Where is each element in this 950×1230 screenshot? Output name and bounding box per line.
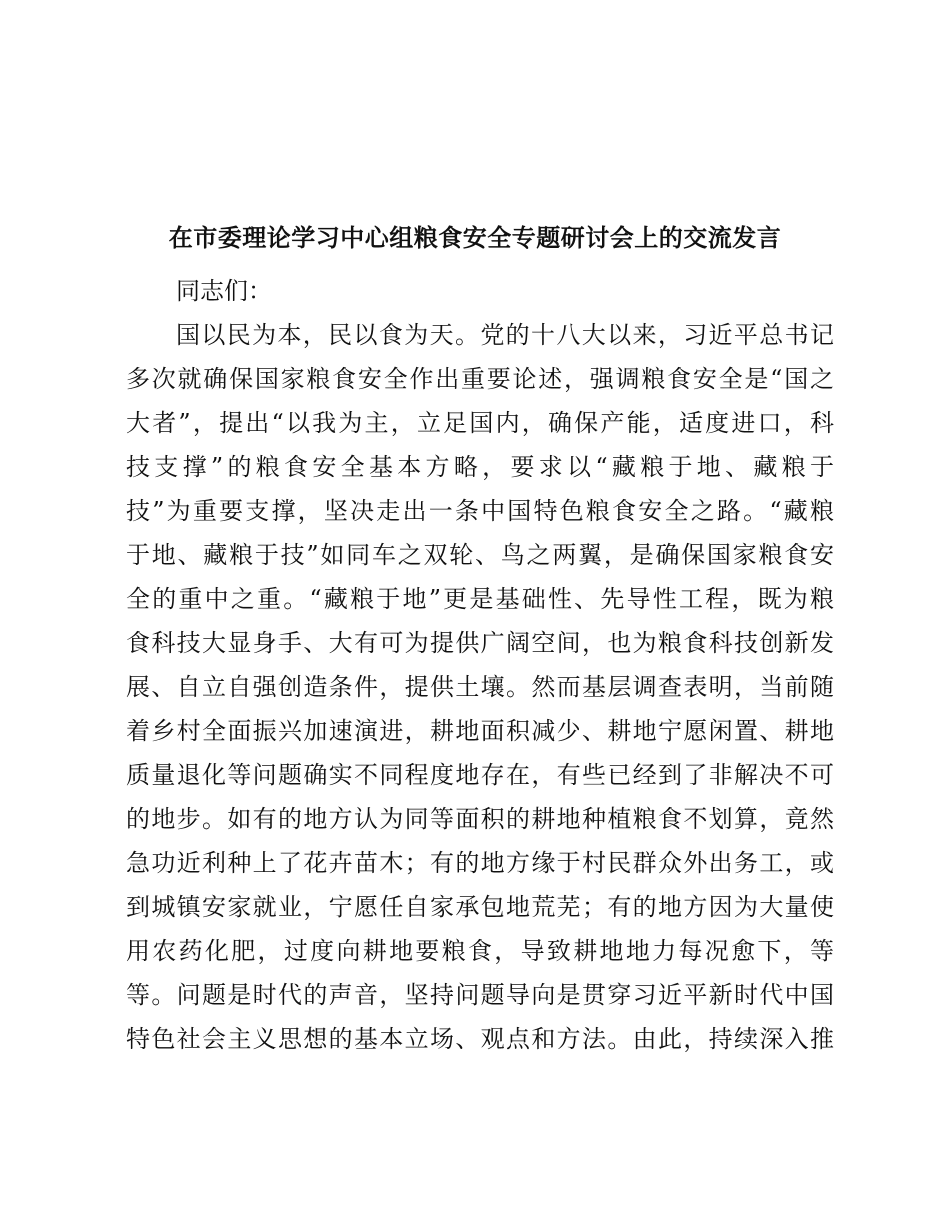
paragraph-line: 全的重中之重。“藏粮于地”更是基础性、先导性工程，既为粮 (126, 585, 834, 613)
paragraph-line: 用农药化肥，过度向耕地要粮食，导致耕地地力每况愈下，等 (126, 937, 834, 965)
paragraph-line: 到城镇安家就业，宁愿任自家承包地荒芜；有的地方因为大量使 (126, 893, 834, 921)
paragraph-line: 技支撑”的粮食安全基本方略，要求以“藏粮于地、藏粮于 (126, 453, 834, 481)
paragraph-line: 急功近利种上了花卉苗木；有的地方缘于村民群众外出务工，或 (126, 849, 834, 877)
paragraph-line: 于地、藏粮于技”如同车之双轮、鸟之两翼，是确保国家粮食安 (126, 541, 834, 569)
paragraph-line: 质量退化等问题确实不同程度地存在，有些已经到了非解决不可 (126, 761, 834, 789)
paragraph-line: 等。问题是时代的声音，坚持问题导向是贯穿习近平新时代中国 (126, 981, 834, 1009)
paragraph-line: 大者”，提出“以我为主，立足国内，确保产能，适度进口，科 (126, 409, 834, 437)
paragraph-line: 食科技大显身手、大有可为提供广阔空间，也为粮食科技创新发 (126, 629, 834, 657)
paragraph-line: 国以民为本，民以食为天。党的十八大以来，习近平总书记 (176, 321, 834, 349)
document-body (126, 269, 834, 1061)
paragraph-line: 的地步。如有的地方认为同等面积的耕地种植粮食不划算，竟然 (126, 805, 834, 833)
salutation: 同志们： (176, 277, 272, 305)
paragraph-line: 展、自立自强创造条件，提供土壤。然而基层调查表明，当前随 (126, 673, 834, 701)
document-title: 在市委理论学习中心组粮食安全专题研讨会上的交流发言 (168, 223, 782, 252)
paragraph-line: 着乡村全面振兴加速演进，耕地面积减少、耕地宁愿闲置、耕地 (126, 717, 834, 745)
paragraph-line: 多次就确保国家粮食安全作出重要论述，强调粮食安全是“国之 (126, 365, 834, 393)
paragraph-line: 技”为重要支撑，坚决走出一条中国特色粮食安全之路。“藏粮 (126, 497, 834, 525)
paragraph-line: 特色社会主义思想的基本立场、观点和方法。由此，持续深入推 (126, 1025, 834, 1053)
